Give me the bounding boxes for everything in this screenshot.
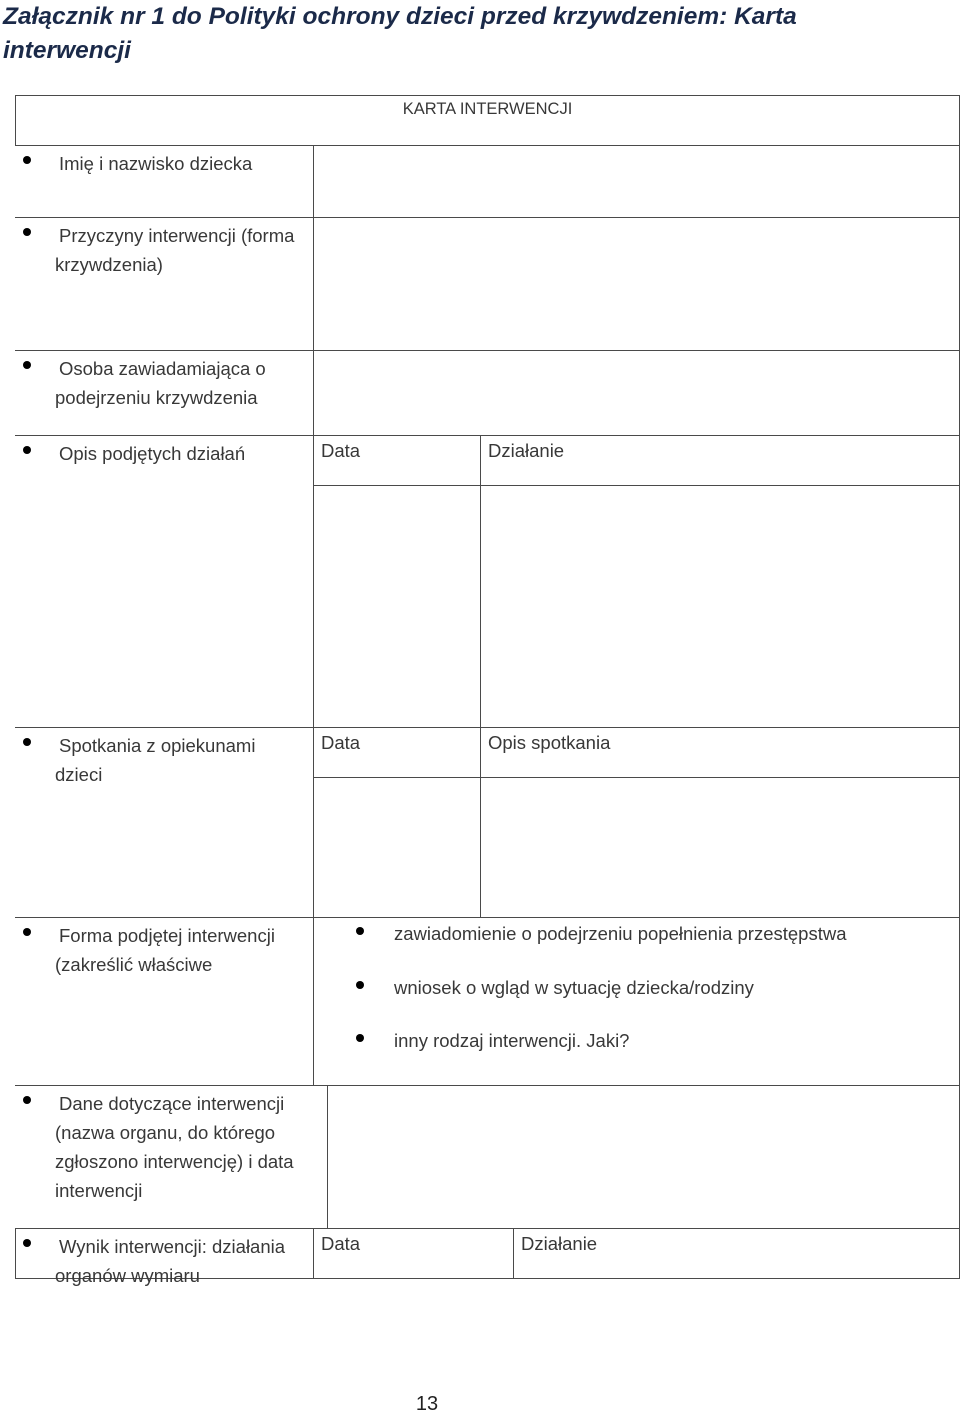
meetings-description-header: Opis spotkania	[488, 732, 611, 753]
reporting-person-label-cell	[15, 350, 313, 436]
document-title: Załącznik nr 1 do Polityki ochrony dzieci przed krzywdzeniem: Karta interwencji	[3, 3, 797, 64]
option-label: wniosek o wgląd w sytuację dziecka/rodziny	[394, 976, 754, 998]
outcome-date-header-cell	[313, 1228, 513, 1279]
bullet-icon	[23, 1096, 31, 1104]
intervention-form-label-cell	[15, 917, 313, 1086]
meetings-date-header-cell	[313, 727, 480, 778]
bullet-icon	[23, 156, 31, 164]
bullet-icon	[356, 981, 364, 989]
child-name-label-cell	[15, 145, 313, 218]
actions-date-field	[313, 485, 480, 728]
outcome-label-cell	[15, 1228, 313, 1286]
outcome-label: Wynik interwencji: działania organów wymiaru	[55, 1236, 286, 1286]
intervention-details-label-cell	[15, 1085, 327, 1229]
meetings-label-cell	[15, 727, 313, 918]
bullet-icon	[23, 1239, 31, 1247]
child-name-field	[313, 145, 960, 218]
reporting-person-field	[313, 350, 960, 436]
meetings-date-field	[313, 777, 480, 918]
outcome-date-header: Data	[321, 1233, 361, 1254]
bullet-icon	[23, 928, 31, 936]
child-name-label: Imię i nazwisko dziecka	[59, 153, 253, 174]
card-heading-cell	[15, 95, 960, 146]
bullet-icon	[23, 228, 31, 236]
actions-action-field	[480, 485, 960, 728]
option-item	[394, 919, 847, 948]
actions-label: Opis podjętych działań	[59, 443, 246, 464]
reasons-field	[313, 217, 960, 351]
meetings-date-header: Data	[321, 732, 361, 753]
reasons-label: Przyczyny interwencji (forma krzywdzenia)	[55, 225, 295, 275]
bullet-icon	[23, 361, 31, 369]
meetings-description-field	[480, 777, 960, 918]
actions-label-cell	[15, 435, 313, 728]
reporting-person-label: Osoba zawiadamiająca o podejrzeniu krzywdzenia	[55, 358, 266, 408]
bullet-icon	[23, 738, 31, 746]
outcome-action-header-cell	[513, 1228, 960, 1279]
meetings-description-header-cell	[480, 727, 960, 778]
card-heading: KARTA INTERWENCJI	[402, 100, 573, 118]
outcome-action-header: Działanie	[521, 1233, 598, 1254]
intervention-details-field	[327, 1085, 960, 1229]
meetings-label: Spotkania z opiekunami dzieci	[55, 735, 256, 785]
intervention-form-options-cell	[313, 917, 960, 1086]
bullet-icon	[356, 1034, 364, 1042]
intervention-details-label: Dane dotyczące interwencji (nazwa organu, do którego zgłoszono interwencję) i data interwencji	[55, 1093, 294, 1201]
bullet-icon	[356, 927, 364, 935]
page-number: 13	[415, 1393, 439, 1415]
intervention-form-label: Forma podjętej interwencji (zakreślić właściwe	[55, 925, 275, 975]
option-item	[394, 973, 847, 1002]
actions-date-header: Data	[321, 440, 361, 461]
reasons-label-cell	[15, 217, 313, 351]
actions-date-header-cell	[313, 435, 480, 486]
option-label: zawiadomienie o podejrzeniu popełnienia przestępstwa	[394, 923, 847, 944]
option-label: inny rodzaj interwencji. Jaki?	[394, 1030, 630, 1051]
intervention-form-options	[394, 919, 847, 1080]
bullet-icon	[23, 446, 31, 454]
actions-action-header-cell	[480, 435, 960, 486]
option-item	[394, 1026, 847, 1055]
actions-action-header: Działanie	[488, 440, 565, 461]
